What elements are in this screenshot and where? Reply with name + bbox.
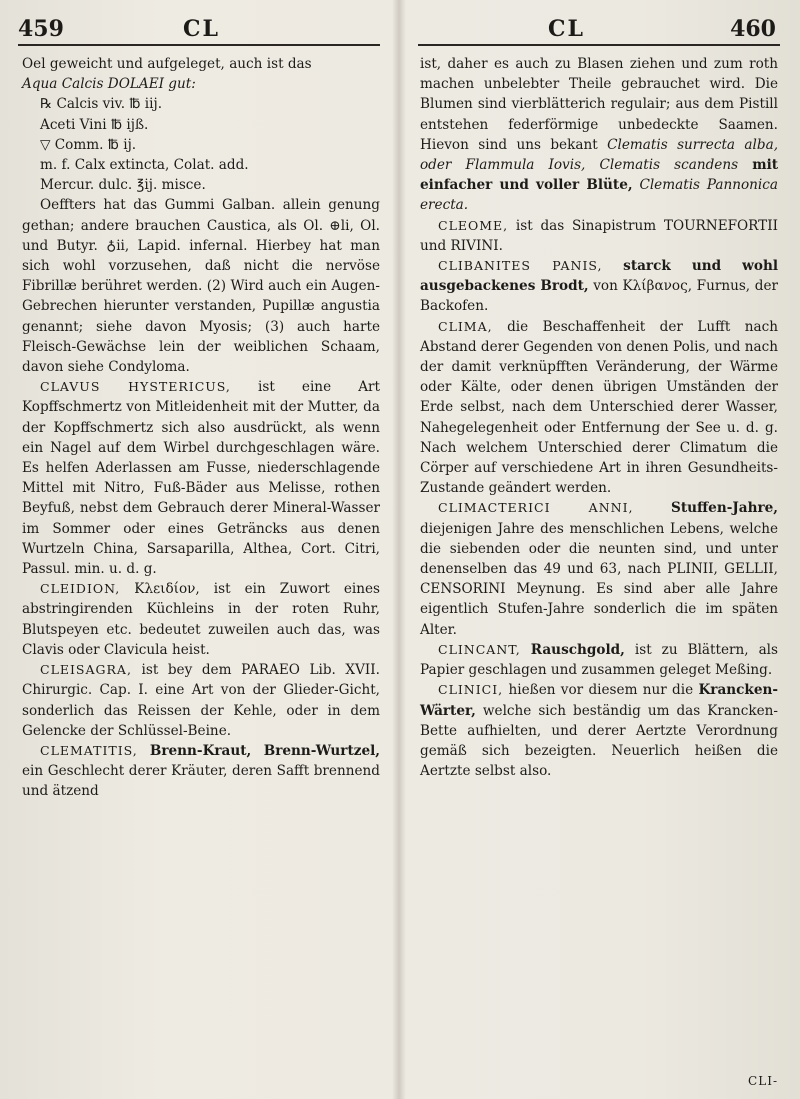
paragraph-oeffters: Oeffters hat das Gummi Galban. allein genung gethan; andere brauchen Caustica, als Ol. ⊕li, Ol. und Butyr. ♁ii, Lapid. infernal. Hierbey hat man sich wohl vorzusehen, daß nicht die nervöse Fibrillæ berühret werden. (2) Wird auch ein Augen-Gebrechen hierunter verstanden, Pupillæ angustia genannt; siehe davon Myosis; (3) auch harte Fleisch-Gewächse lein der weiblichen Schaam, davon siehe Condyloma. [22,197,380,376]
left-page-number: 459 [18,16,64,42]
headword-clima: CLIMA, [438,318,493,334]
headword-clavus: CLAVUS HYSTERICUS, [40,379,231,395]
recipe-line-1: ℞ Calcis viv. ℔ iij. [40,96,163,113]
right-header-rule [418,44,780,46]
entry-clematitis-text: ein Geschlecht derer Kräuter, deren Safft brennend und ätzend [22,763,380,800]
book-gutter [392,0,406,1099]
entry-cleisagra-text: ist bey dem PARAEO Lib. XVII. Chirurgic. Cap. I. eine Art von der Glieder-Gicht, sonderlich das Reissen der Kehle, oder in dem Gelencke der Schlüssel-Beine. [22,662,380,739]
left-header-rule [18,44,380,46]
entry-clinici [420,680,778,781]
entry-clavus-text: ist eine Art Kopffschmertz von Mitleidenheit mit der Mutter, da der Kopffschmertz sich also ausdrückt, als wenn ein Nagel auf dem Wirbel durchgeschlagen wäre. Es helfen Aderlassen am Fusse, niederschlagende Mittel mit Nitro, Fuß-Bäder aus Melisse, rothen Beyfuß, nebst dem Gebrauch derer Mineral-Wasser im Sommer oder eines Geträncks aus denen Wurtzeln China, Sarsaparilla, Althea, Cort. Citri, Passul. min. u. d. g. [22,379,381,578]
entry-climacterici [420,498,778,639]
right-column-title: CL [548,16,585,42]
left-text-column [22,54,380,802]
headword-cleidion: CLEIDION, [40,581,121,597]
entry-cleome-text: ist das Sinapistrum TOURNEFORTII und RIVINI. [420,217,778,254]
entry-clincant [420,640,778,680]
entry-clincant-title: Rauschgold, [530,641,625,658]
recipe-line-2: Aceti Vini ℔ ijß. [40,116,149,133]
left-column-title: CL [183,16,220,42]
right-page-number: 460 [730,16,776,42]
headword-clematitis: CLEMATITIS, [40,742,138,758]
right-header [418,8,778,46]
entry-cleome [420,216,778,256]
entry-clinici-title: Krancken-Wärter, [420,682,779,719]
headword-cleome: CLEOME, [438,217,509,233]
right-text-column [420,54,778,781]
recipe-line-3: ▽ Comm. ℔ ij. [40,136,137,153]
headword-cleisagra: CLEISAGRA, [40,662,132,678]
entry-clibanites [420,256,778,317]
entry-clima-text: die Beschaffenheit der Lufft nach Abstand derer Gegenden von denen Polis, und nach der damit verknüpfften Veränderung, der Wärme oder Kälte, oder denen übrigen Umständen der Erde selbst, nach dem Unterschied derer Wasser, Nahegelegenheit oder Entfernung der See u. d. g. Nach welchem Unterschied derer Climatum die Cörper auf verschiedene Art in ihren Gesundheits-Zustande geändert werden. [420,318,778,497]
continued-blossom: mit einfacher und voller Blüte, [420,157,779,194]
headword-clibanites: CLIBANITES PANIS, [438,258,603,274]
headword-climacterici: CLIMACTERICI ANNI, [438,500,634,516]
entry-cleidion-text: ist ein Zuwort eines abstringirenden Küchleins in der roten Ruhr, Blutspeyen etc. bedeutet zuweilen auch das, was Clavis oder Clavicula heist. [22,581,380,658]
entry-cleidion-greek: Κλειδίον, [134,581,200,598]
left-header [18,8,378,46]
entry-clematitis [22,741,380,802]
entry-cleidion [22,579,380,660]
catchword: CLI- [748,1074,778,1088]
recipe-line-5: Mercur. dulc. ℥ij. misce. [40,177,206,194]
headword-clinici: CLINICI, [438,682,504,698]
entry-clematitis-title: Brenn-Kraut, Brenn-Wurtzel, [149,742,380,759]
headword-clincant: CLINCANT, [438,641,521,657]
intro-line-2: Aqua Calcis DOLAEI gut: [22,76,196,93]
recipe-line-4: m. f. Calx extincta, Colat. add. [40,157,249,174]
entry-clibanites-text: von Κλίβανος, Furnus, der Backofen. [420,278,779,315]
entry-cleisagra [22,660,380,741]
entry-clinici-text-2: welche sich beständig um das Krancken-Bette aufhielten, und derer Aertzte Verordnung gemäß sich bezeigten. Neuerlich heißen die Aertzte selbst also. [420,702,778,780]
entry-climacterici-title: Stuffen-Jahre, [671,500,779,517]
entry-clavus [22,377,380,579]
entry-climacterici-text: diejenigen Jahre des menschlichen Lebens, welche die siebenden oder die neunten sind, und unter denenselben das 49 und 63, nach PLINII, GELLII, CENSORINI Meynung. Es sind aber alle Jahre eigentlich Stufen-Jahre sonderlich die im späten Alter. [420,520,778,638]
continued-text: ist, daher es auch zu Blasen ziehen und zum roth machen unbelebter Theile gebrauchet wird. Die Blumen sind vierblätterich regulair; aus dem Pistill entstehen federförmige unbedeckte Saamen. Hievon sind uns bekant [420,56,778,153]
entry-clibanites-title: starck und wohl ausgebackenes Brodt, [420,258,779,295]
entry-clima [420,317,778,499]
entry-clematitis-continued [420,54,778,216]
entry-clinici-text: hießen vor diesem nur die [508,682,694,699]
continued-latin-2: Clematis Pannonica erecta. [420,177,778,214]
entry-clincant-text: ist zu Blättern, als Papier geschlagen und zusammen geleget Meßing. [420,641,778,679]
intro-line-1: Oel geweicht und aufgeleget, auch ist das [22,56,312,72]
continued-latin: Clematis surrecta alba, oder Flammula Iovis, Clematis scandens [420,136,779,174]
